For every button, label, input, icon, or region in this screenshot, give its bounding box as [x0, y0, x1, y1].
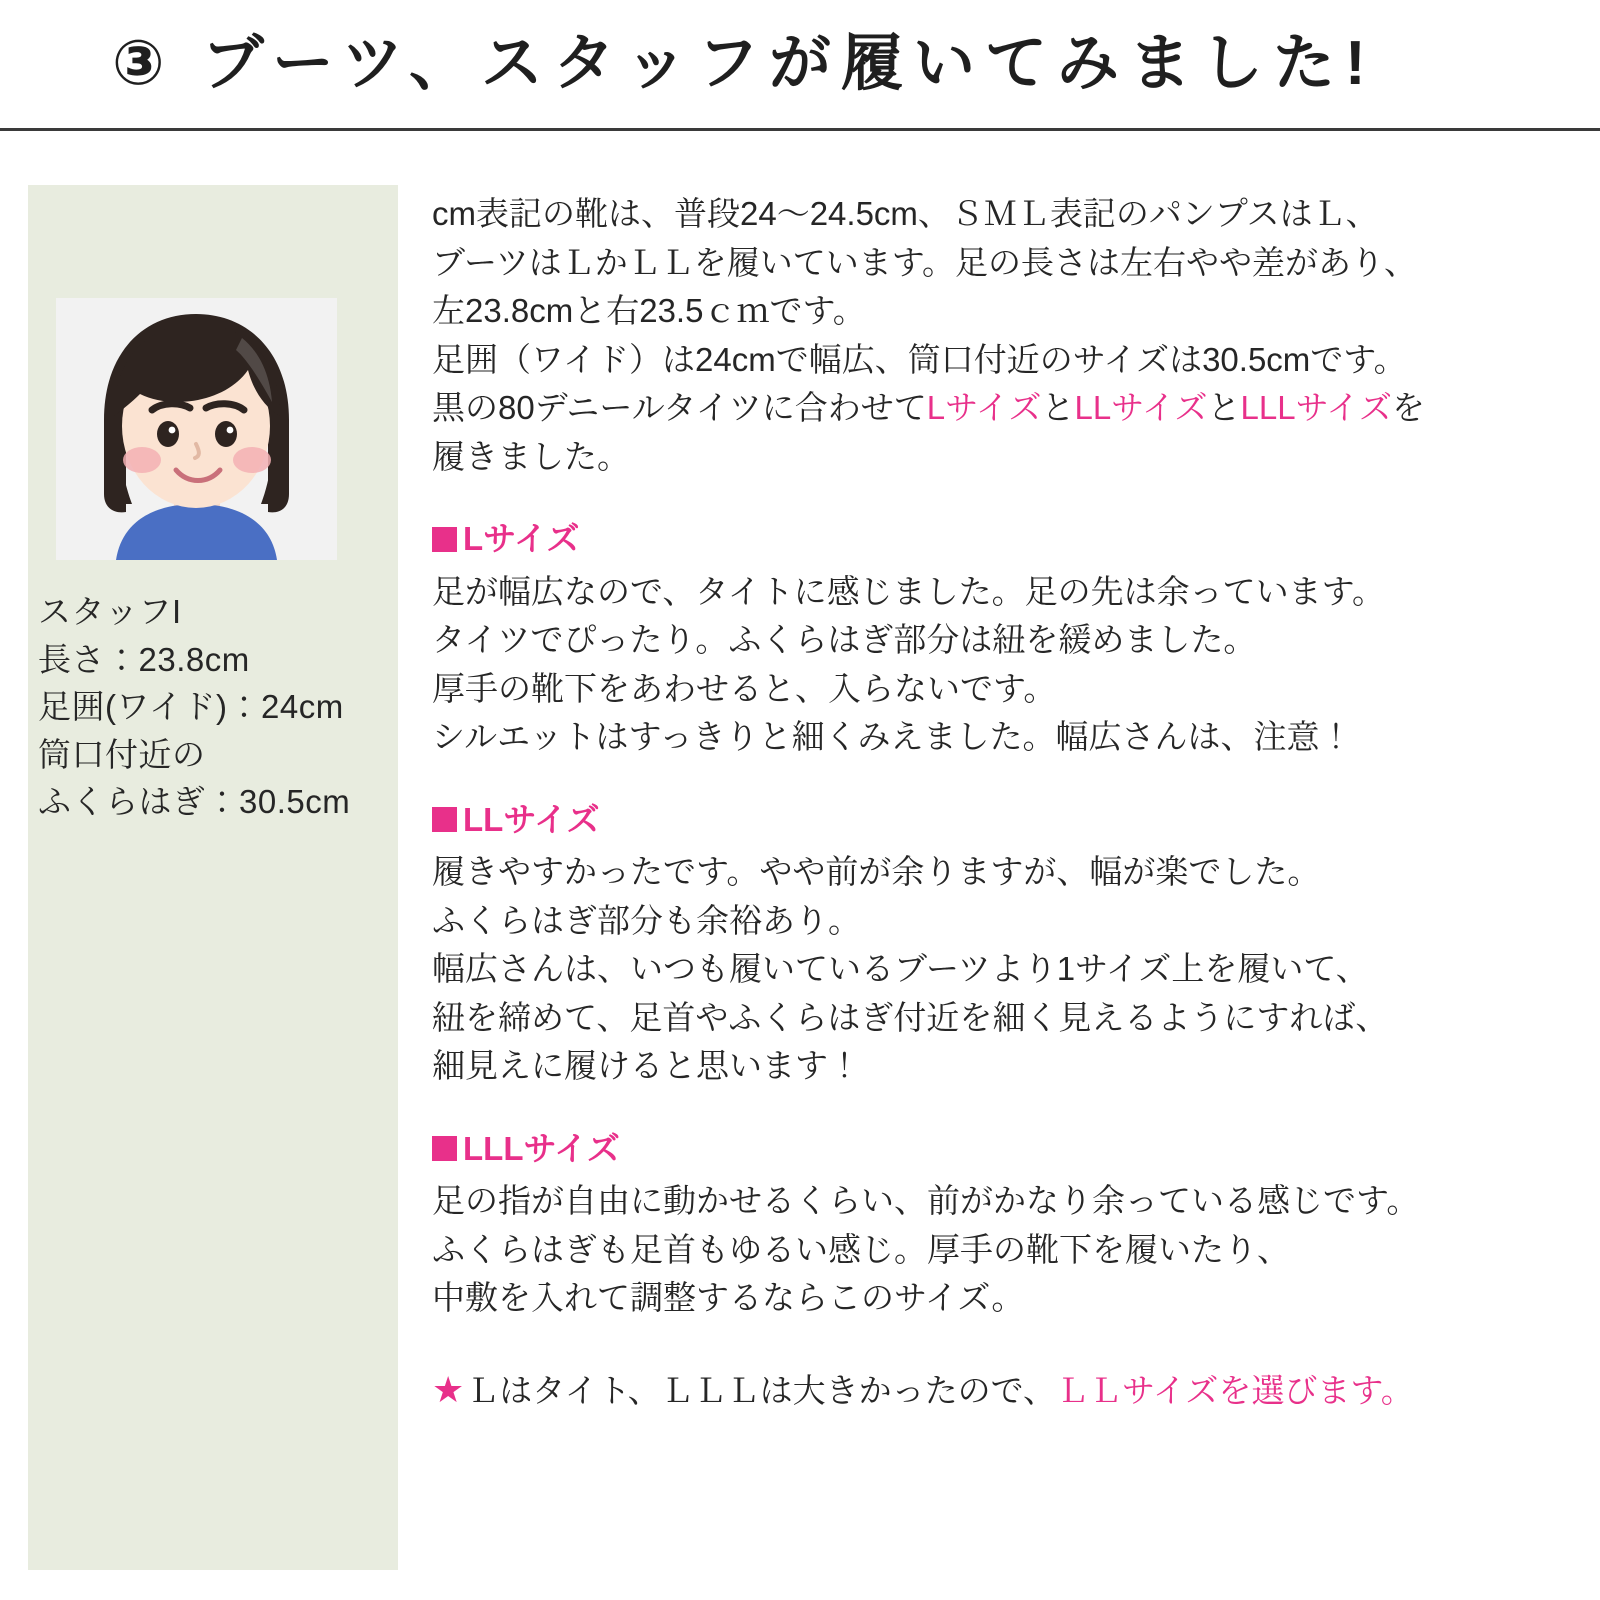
page-header: [0, 0, 1600, 131]
conclusion-text: Ｌはタイト、ＬＬＬは大きかったので、: [466, 1371, 1056, 1409]
section-body-l: [432, 568, 1572, 762]
intro-line-1: cm表記の靴は、普段24〜24.5cm、ＳＭＬ表記のパンプスはＬ、: [432, 195, 1379, 232]
square-bullet-icon: [432, 1136, 457, 1161]
section-size-lll: [432, 1125, 1572, 1323]
staff-calf-label-line2: ふくらはぎ：30.5cm: [38, 783, 351, 821]
intro-last-line: 履きました。: [432, 437, 630, 475]
section-ll-line-4: 紐を締めて、足首やふくらはぎ付近を細く見えるようにすれば、: [432, 998, 1389, 1036]
conclusion-line: [432, 1367, 1572, 1416]
section-heading-lll: [432, 1125, 1572, 1174]
section-heading-lll-label: LLLサイズ: [463, 1129, 620, 1167]
section-size-l: [432, 515, 1572, 762]
section-heading-ll: [432, 796, 1572, 845]
section-body-lll: [432, 1177, 1572, 1323]
section-ll-line-1: 履きやすかったです。やや前が余りますが、幅が楽でした。: [432, 853, 1321, 890]
section-lll-line-3: 中敷を入れて調整するならこのサイズ。: [432, 1279, 1025, 1316]
star-icon: ★: [432, 1368, 465, 1410]
joiner-1: と: [1041, 389, 1075, 426]
section-l-line-3: 厚手の靴下をあわせると、入らないです。: [432, 669, 1057, 707]
intro-highlight-line: [432, 384, 1572, 433]
female-avatar-illustration: [56, 298, 337, 560]
intro-line-2: ブーツはＬかＬＬを履いています。足の長さは左右やや差があり、: [432, 243, 1418, 281]
intro-paragraph: [432, 190, 1572, 481]
staff-foot-length: 長さ：23.8cm: [38, 640, 250, 678]
square-bullet-icon: [432, 527, 457, 552]
section-lll-line-1: 足の指が自由に動かせるくらい、前がかなり余っている感じです。: [432, 1182, 1420, 1219]
review-content: [432, 190, 1572, 1415]
size-ll-mention: LLサイズ: [1074, 389, 1208, 426]
section-ll-line-2: ふくらはぎ部分も余裕あり。: [432, 901, 861, 939]
section-lll-line-2: ふくらはぎも足首もゆるい感じ。厚手の靴下を履いたり、: [432, 1230, 1290, 1268]
section-heading-l-label: Lサイズ: [463, 520, 580, 557]
section-l-line-4: シルエットはすっきりと細くみえました。幅広さんは、注意！: [432, 718, 1353, 755]
staff-name: スタッフI: [38, 593, 182, 630]
joiner-2: と: [1207, 389, 1241, 426]
staff-foot-width: 足囲(ワイド)：24cm: [38, 688, 344, 726]
section-ll-line-5: 細見えに履けると思います！: [432, 1047, 861, 1084]
intro-highlight-post: を: [1391, 389, 1425, 426]
page-title: ③ ブーツ、スタッフが履いてみました!: [112, 29, 1376, 98]
avatar: [56, 298, 337, 560]
section-size-ll: [432, 796, 1572, 1091]
staff-details: [38, 588, 388, 826]
section-heading-ll-label: LLサイズ: [463, 800, 600, 838]
conclusion-highlight: ＬＬサイズを選びます。: [1056, 1371, 1414, 1409]
size-lll-mention: LLLサイズ: [1240, 389, 1392, 426]
intro-line-4: 足囲（ワイド）は24cmで幅広、筒口付近のサイズは30.5cmです。: [432, 340, 1407, 378]
section-heading-l: [432, 515, 1572, 564]
square-bullet-icon: [432, 807, 457, 832]
section-l-line-1: 足が幅広なので、タイトに感じました。足の先は余っています。: [432, 572, 1386, 610]
section-l-line-2: タイツでぴったり。ふくらはぎ部分は紐を緩めました。: [432, 621, 1257, 658]
intro-line-3: 左23.8cmと右23.5ｃｍです。: [432, 292, 866, 329]
size-l-mention: Lサイズ: [926, 389, 1042, 426]
intro-highlight-pre: 黒の80デニールタイツに合わせて: [432, 389, 927, 426]
staff-calf-label-line1: 筒口付近の: [38, 735, 206, 773]
section-ll-line-3: 幅広さんは、いつも履いているブーツより1サイズ上を履いて、: [432, 950, 1369, 987]
section-body-ll: [432, 848, 1572, 1091]
